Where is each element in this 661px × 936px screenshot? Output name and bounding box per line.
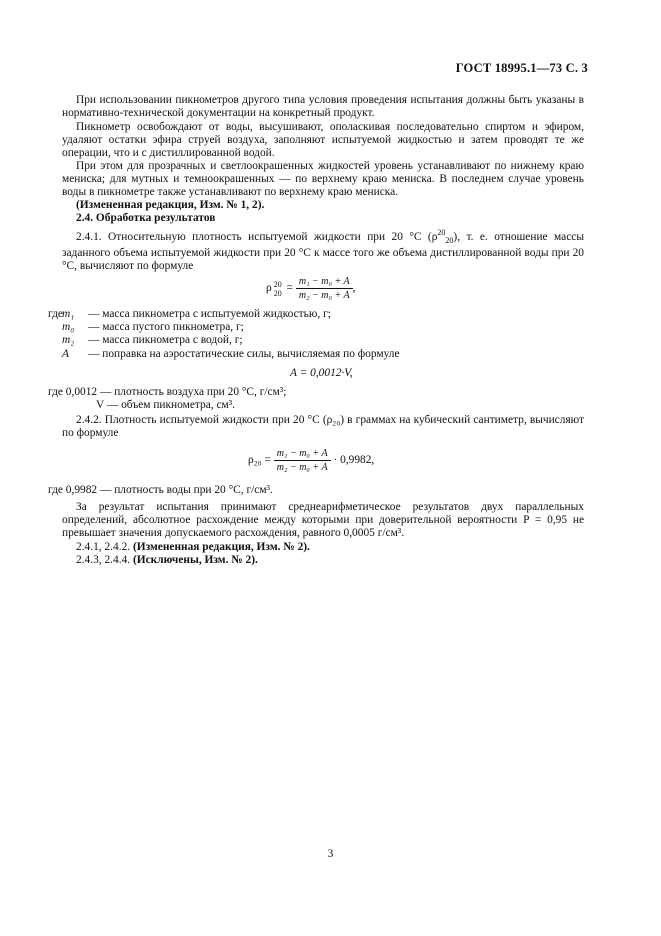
page-number: 3 — [327, 848, 334, 860]
paragraph-2-4-2: 2.4.2. Плотность испытуемой жидкости при 20 °С (ρ₂₀) в граммах на кубический сантиметр, вычисляют по формуле — [62, 414, 584, 440]
section-heading-2-4: 2.4. Обработка результатов — [76, 212, 216, 224]
formula-density — [248, 448, 374, 473]
paragraph-2-4-1 — [62, 226, 584, 274]
paragraph-drying: Пикнометр освобождают от воды, высушивают, ополаскивая последовательно спиртом и эфиром, удаляют остатки эфира струей воздуха, заполняют испытуемой жидкостью и затем проводят те же операции, что и с дистиллированной водой. — [62, 121, 584, 160]
paragraph-2-4-1-end: ), т. е. отношение массы заданного объема испытуемой жидкости при 20 °С к массе того же объема дистиллированной воды при 20 °С, вычисляют по формуле — [62, 230, 584, 273]
f3-rhs: · 0,9982, — [333, 454, 375, 467]
paragraph-result: За результат испытания принимают среднеарифметическое результатов двух параллельных определений, абсолютное расхождение между которыми при доверительной вероятности P = 0,95 не превышает значения допускаемого расхождения, равного 0,0005 г/см³. — [62, 501, 584, 540]
f1-sub: 20 — [273, 288, 282, 298]
volume-def: V — объем пикнометра, см³. — [96, 399, 235, 411]
formula-aerostatic: A = 0,0012·V, — [290, 367, 353, 379]
paragraph-2-4-1-start: 2.4.1. Относительную плотность испытуемой жидкости при 20 °С (ρ — [76, 230, 438, 243]
rho-subscript: 20 — [445, 236, 454, 246]
air-density-def: где 0,0012 — плотность воздуха при 20 °С, г/см³; — [48, 386, 287, 398]
symbol-m1: m₁ — [62, 308, 75, 320]
rho-superscript: 20 — [437, 228, 446, 237]
formula-relative-density: ρ 20 20 = $\frac{\text{m₁ − m₀ + A}}{\text{m₂ − m₀ + A}}$ , — [266, 276, 356, 301]
definition-m0: m₀ — масса пустого пикнометра, г; — [62, 321, 244, 334]
definition-m2: m₂ — масса пикнометра с водой, г; — [62, 334, 243, 347]
f1-sup: 20 — [273, 279, 282, 289]
symbol-A: A — [62, 347, 69, 360]
fraction-2-numerator: m₁ − m₀ + A — [274, 448, 331, 461]
f3-lhs: ρ₂₀ = — [248, 454, 271, 467]
definitions-list — [48, 308, 400, 361]
water-density-def: где 0,9982 — плотность воды при 20 °С, г/см³. — [48, 484, 273, 496]
symbol-m2: m₂ — [62, 334, 75, 347]
symbol-m0: m₀ — [62, 321, 75, 334]
edit-note-3: 2.4.3, 2.4.4. (Исключены, Изм. № 2). — [76, 554, 258, 566]
page-header: ГОСТ 18995.1—73 С. 3 — [455, 61, 588, 75]
edit-note-1: (Измененная редакция, Изм. № 1, 2). — [76, 199, 265, 211]
fraction-1-denominator: m₂ − m₀ + A — [298, 290, 350, 301]
definition-m1: гдеm₁ — масса пикнометра с испытуемой жидкостью, г; — [48, 308, 331, 320]
fraction-2 — [274, 448, 331, 473]
paragraph-other-pycnometers: При использовании пикнометров другого типа условия проведения испытания должны быть указаны в нормативно-технической документации на конкретный продукт. — [62, 94, 584, 120]
fraction-1 — [296, 276, 353, 301]
fraction-2-denominator: m₂ − m₀ + A — [276, 462, 328, 473]
paragraph-meniscus: При этом для прозрачных и светлоокрашенных жидкостей уровень устанавливают по нижнему краю мениска; для мутных и темноокрашенных — по верхнему краю мениска. В последнем случае уровень воды в пикнометре также устанавливают по верхнему краю мениска. — [62, 160, 584, 199]
edit-note-2: 2.4.1, 2.4.2. (Измененная редакция, Изм. № 2). — [76, 541, 310, 553]
definition-A: A — поправка на аэростатические силы, вычисляемая по формуле — [62, 347, 400, 360]
fraction-1-numerator: m₁ − m₀ + A — [296, 276, 353, 289]
rho-symbol: ρ — [266, 282, 272, 295]
